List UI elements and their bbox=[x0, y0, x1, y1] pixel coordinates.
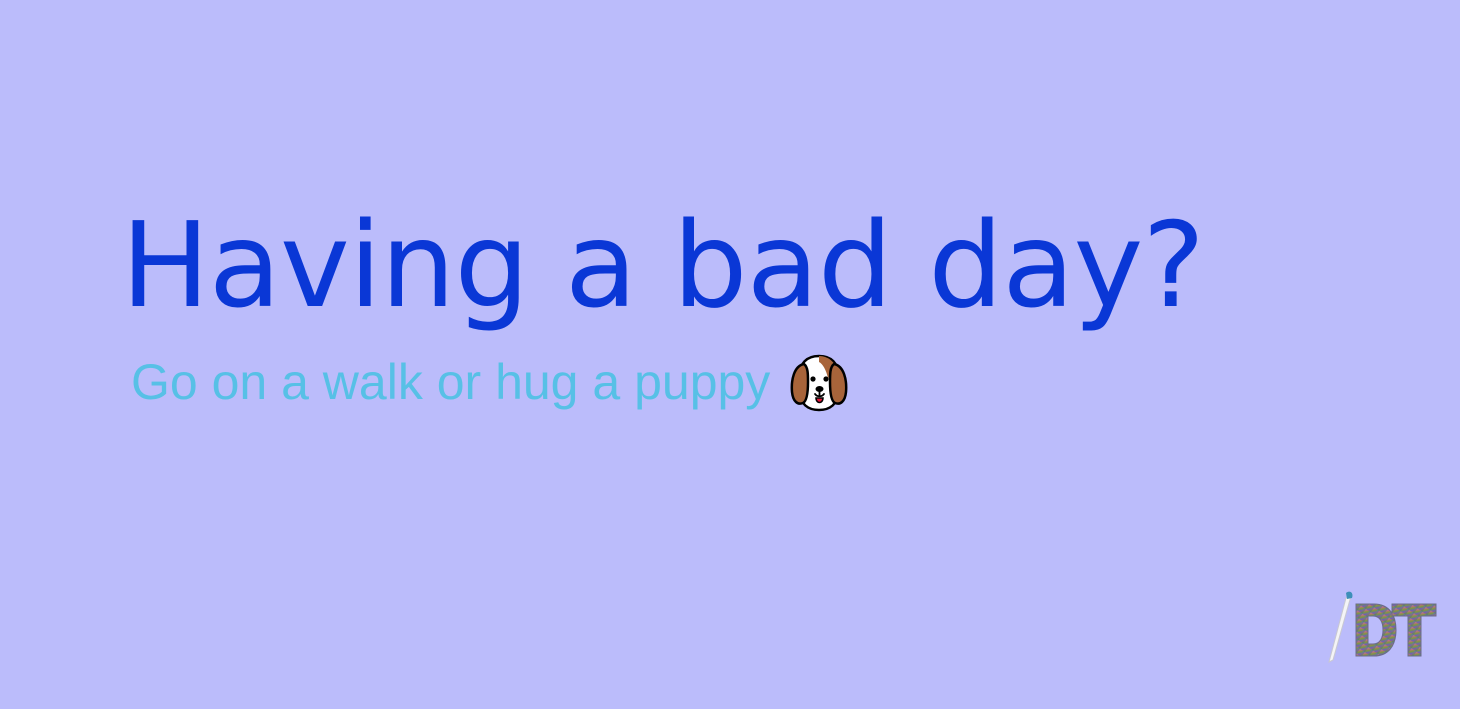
headline: Having a bad day? bbox=[121, 196, 1204, 334]
subline-row bbox=[131, 350, 850, 414]
dt-logo bbox=[1318, 590, 1440, 665]
dog-face-icon bbox=[788, 352, 850, 414]
subline-text: Go on a walk or hug a puppy bbox=[131, 354, 771, 410]
